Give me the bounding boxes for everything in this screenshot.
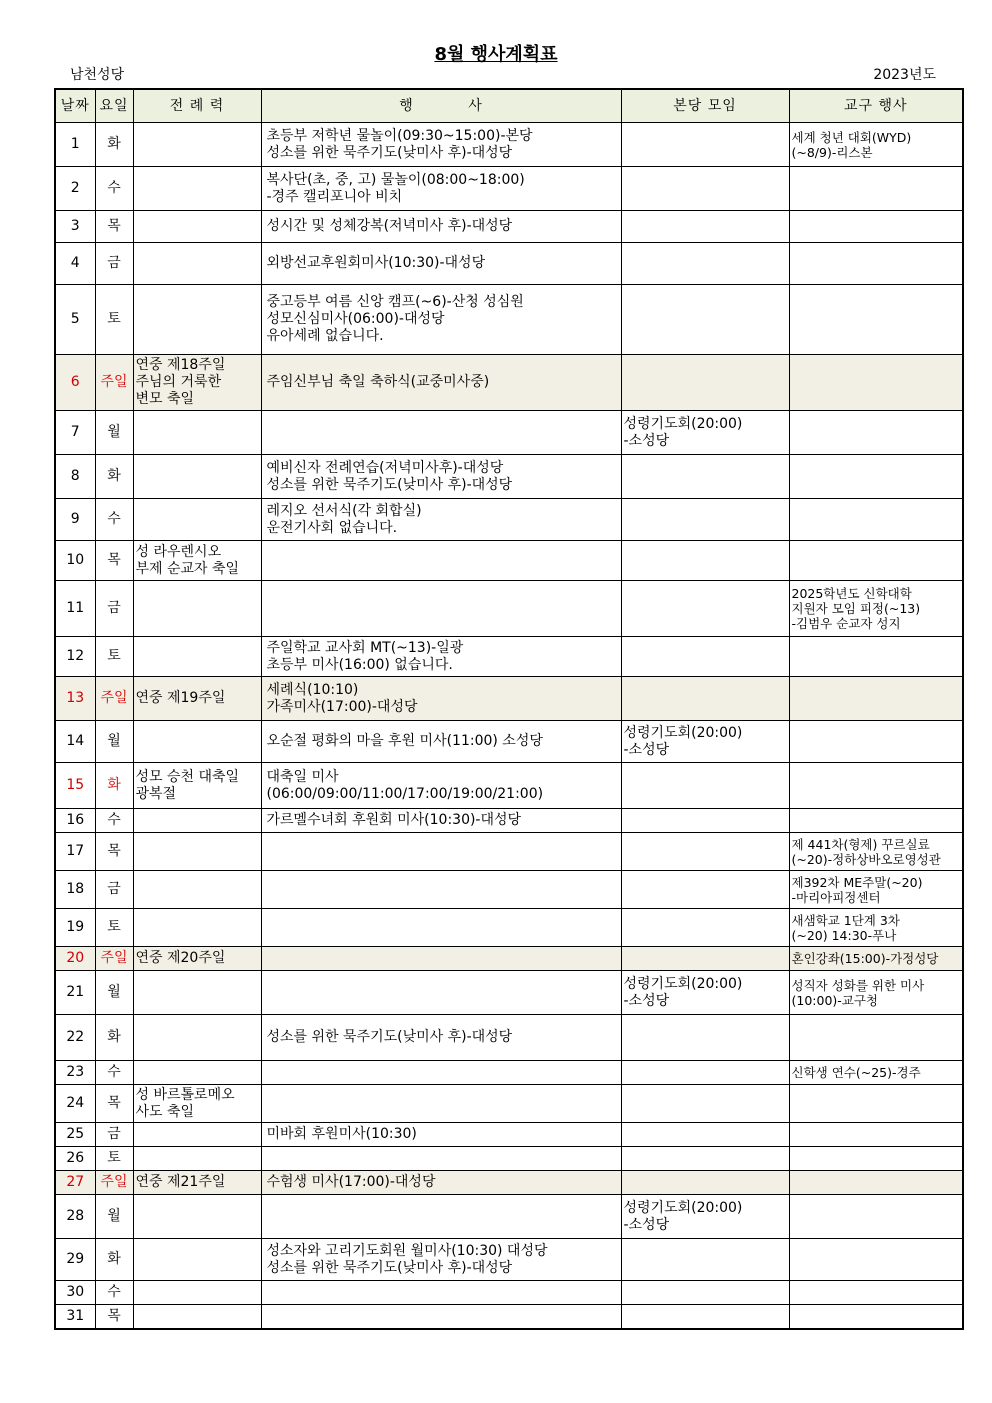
table-row — [55, 167, 963, 211]
cell-event — [261, 1195, 621, 1239]
cell-liturgy — [133, 833, 261, 871]
cell-date: 13 — [55, 677, 95, 721]
cell-main-meeting — [621, 1015, 789, 1061]
cell-main-meeting — [621, 1085, 789, 1123]
cell-day: 목 — [95, 1085, 133, 1123]
cell-day: 토 — [95, 285, 133, 355]
table-row — [55, 355, 963, 411]
cell-main-meeting — [621, 1171, 789, 1195]
cell-main-meeting — [621, 541, 789, 581]
cell-main-meeting — [621, 947, 789, 971]
cell-diocese-event — [789, 1305, 963, 1329]
cell-date: 31 — [55, 1305, 95, 1329]
cell-date: 14 — [55, 721, 95, 763]
cell-diocese-event — [789, 1195, 963, 1239]
cell-date: 7 — [55, 411, 95, 455]
table-row — [55, 947, 963, 971]
cell-event — [261, 1061, 621, 1085]
cell-liturgy — [133, 1147, 261, 1171]
cell-event — [261, 871, 621, 909]
cell-main-meeting — [621, 637, 789, 677]
table-row — [55, 1195, 963, 1239]
cell-day: 화 — [95, 763, 133, 809]
cell-event: 성소자와 고리기도회원 월미사(10:30) 대성당 성소를 위한 묵주기도(낮미사 후)-대성당 — [261, 1239, 621, 1281]
cell-day: 금 — [95, 243, 133, 285]
cell-date: 3 — [55, 211, 95, 243]
cell-diocese-event: 새샘학교 1단계 3차 (~20) 14:30-푸나 — [789, 909, 963, 947]
cell-diocese-event: 신학생 연수(~25)-경주 — [789, 1061, 963, 1085]
table-row — [55, 1281, 963, 1305]
cell-event: 수험생 미사(17:00)-대성당 — [261, 1171, 621, 1195]
table-row — [55, 1015, 963, 1061]
cell-main-meeting: 성령기도회(20:00) -소성당 — [621, 971, 789, 1015]
cell-diocese-event — [789, 1171, 963, 1195]
cell-date: 25 — [55, 1123, 95, 1147]
cell-day: 주일 — [95, 1171, 133, 1195]
table-row — [55, 833, 963, 871]
cell-diocese-event: 성직자 성화를 위한 미사 (10:00)-교구청 — [789, 971, 963, 1015]
table-row — [55, 211, 963, 243]
cell-main-meeting — [621, 211, 789, 243]
cell-main-meeting: 성령기도회(20:00) -소성당 — [621, 1195, 789, 1239]
cell-date: 23 — [55, 1061, 95, 1085]
cell-event — [261, 909, 621, 947]
cell-event: 주임신부님 축일 축하식(교중미사중) — [261, 355, 621, 411]
header-main-meeting: 본당 모임 — [621, 89, 789, 123]
cell-date: 27 — [55, 1171, 95, 1195]
cell-event: 성소를 위한 묵주기도(낮미사 후)-대성당 — [261, 1015, 621, 1061]
cell-day: 화 — [95, 455, 133, 499]
cell-diocese-event — [789, 499, 963, 541]
cell-event: 세례식(10:10) 가족미사(17:00)-대성당 — [261, 677, 621, 721]
cell-main-meeting — [621, 285, 789, 355]
cell-liturgy — [133, 809, 261, 833]
cell-date: 15 — [55, 763, 95, 809]
cell-date: 28 — [55, 1195, 95, 1239]
table-row — [55, 499, 963, 541]
cell-liturgy — [133, 167, 261, 211]
cell-liturgy — [133, 455, 261, 499]
table-row — [55, 581, 963, 637]
cell-main-meeting — [621, 499, 789, 541]
cell-diocese-event — [789, 1239, 963, 1281]
cell-event — [261, 833, 621, 871]
cell-diocese-event — [789, 1147, 963, 1171]
cell-event: 레지오 선서식(각 회합실) 운전기사회 없습니다. — [261, 499, 621, 541]
cell-date: 4 — [55, 243, 95, 285]
cell-event — [261, 971, 621, 1015]
cell-day: 금 — [95, 581, 133, 637]
cell-date: 12 — [55, 637, 95, 677]
cell-liturgy: 연중 제19주일 — [133, 677, 261, 721]
cell-diocese-event — [789, 1281, 963, 1305]
header-row — [55, 89, 963, 123]
cell-day: 목 — [95, 833, 133, 871]
parish-name: 남천성당 — [70, 67, 125, 83]
cell-diocese-event — [789, 1015, 963, 1061]
cell-diocese-event — [789, 411, 963, 455]
cell-liturgy: 연중 제20주일 — [133, 947, 261, 971]
cell-diocese-event: 세계 청년 대회(WYD) (~8/9)-리스본 — [789, 123, 963, 167]
cell-main-meeting — [621, 763, 789, 809]
cell-date: 21 — [55, 971, 95, 1015]
schedule-table — [54, 88, 964, 1330]
cell-event: 가르멜수녀회 후원회 미사(10:30)-대성당 — [261, 809, 621, 833]
header-liturgy: 전 례 력 — [133, 89, 261, 123]
cell-main-meeting — [621, 455, 789, 499]
cell-main-meeting: 성령기도회(20:00) -소성당 — [621, 721, 789, 763]
cell-main-meeting — [621, 1305, 789, 1329]
cell-date: 2 — [55, 167, 95, 211]
cell-day: 목 — [95, 1305, 133, 1329]
table-row — [55, 243, 963, 285]
cell-diocese-event — [789, 1123, 963, 1147]
cell-date: 26 — [55, 1147, 95, 1171]
page-title: 8월 행사계획표 — [434, 44, 558, 65]
header-day: 요일 — [95, 89, 133, 123]
cell-date: 6 — [55, 355, 95, 411]
cell-diocese-event — [789, 1085, 963, 1123]
cell-event — [261, 581, 621, 637]
cell-diocese-event — [789, 763, 963, 809]
cell-main-meeting — [621, 243, 789, 285]
header-date: 날짜 — [55, 89, 95, 123]
cell-event — [261, 1305, 621, 1329]
table-row — [55, 909, 963, 947]
cell-day: 수 — [95, 1061, 133, 1085]
table-row — [55, 871, 963, 909]
cell-liturgy — [133, 581, 261, 637]
cell-main-meeting — [621, 1123, 789, 1147]
cell-date: 24 — [55, 1085, 95, 1123]
cell-date: 10 — [55, 541, 95, 581]
table-row — [55, 1305, 963, 1329]
cell-liturgy — [133, 1281, 261, 1305]
cell-date: 11 — [55, 581, 95, 637]
cell-main-meeting — [621, 909, 789, 947]
cell-main-meeting — [621, 677, 789, 721]
cell-day: 토 — [95, 909, 133, 947]
cell-liturgy: 연중 제21주일 — [133, 1171, 261, 1195]
cell-diocese-event — [789, 285, 963, 355]
cell-date: 22 — [55, 1015, 95, 1061]
header-event: 행 사 — [261, 89, 621, 123]
cell-event: 오순절 평화의 마을 후원 미사(11:00) 소성당 — [261, 721, 621, 763]
cell-event: 미바회 후원미사(10:30) — [261, 1123, 621, 1147]
cell-day: 주일 — [95, 355, 133, 411]
cell-event — [261, 411, 621, 455]
cell-diocese-event — [789, 211, 963, 243]
cell-diocese-event: 2025학년도 신학대학 지원자 모임 피정(~13) -김범우 순교자 성지 — [789, 581, 963, 637]
cell-event: 중고등부 여름 신앙 캠프(~6)-산청 성심원 성모신심미사(06:00)-대성당 유아세례 없습니다. — [261, 285, 621, 355]
cell-main-meeting — [621, 167, 789, 211]
cell-liturgy — [133, 499, 261, 541]
cell-main-meeting: 성령기도회(20:00) -소성당 — [621, 411, 789, 455]
cell-liturgy — [133, 1015, 261, 1061]
header-diocese-event: 교구 행사 — [789, 89, 963, 123]
cell-event — [261, 947, 621, 971]
cell-event: 대축일 미사 (06:00/09:00/11:00/17:00/19:00/21:00) — [261, 763, 621, 809]
cell-date: 20 — [55, 947, 95, 971]
cell-date: 30 — [55, 1281, 95, 1305]
cell-event — [261, 541, 621, 581]
cell-event: 주일학교 교사회 MT(~13)-일광 초등부 미사(16:00) 없습니다. — [261, 637, 621, 677]
cell-main-meeting — [621, 1239, 789, 1281]
cell-date: 8 — [55, 455, 95, 499]
cell-date: 17 — [55, 833, 95, 871]
cell-day: 월 — [95, 971, 133, 1015]
cell-event: 성시간 및 성체강복(저녁미사 후)-대성당 — [261, 211, 621, 243]
cell-date: 9 — [55, 499, 95, 541]
cell-day: 금 — [95, 871, 133, 909]
cell-liturgy — [133, 211, 261, 243]
cell-day: 주일 — [95, 947, 133, 971]
cell-date: 18 — [55, 871, 95, 909]
table-row — [55, 637, 963, 677]
table-row — [55, 1123, 963, 1147]
cell-day: 토 — [95, 637, 133, 677]
table-row — [55, 809, 963, 833]
table-row — [55, 411, 963, 455]
cell-main-meeting — [621, 355, 789, 411]
cell-day: 화 — [95, 1015, 133, 1061]
cell-diocese-event — [789, 355, 963, 411]
cell-day: 화 — [95, 123, 133, 167]
cell-diocese-event — [789, 541, 963, 581]
cell-event — [261, 1147, 621, 1171]
cell-main-meeting — [621, 1281, 789, 1305]
cell-event: 외방선교후원회미사(10:30)-대성당 — [261, 243, 621, 285]
cell-liturgy — [133, 871, 261, 909]
cell-day: 수 — [95, 167, 133, 211]
table-row — [55, 455, 963, 499]
cell-main-meeting — [621, 123, 789, 167]
cell-main-meeting — [621, 1147, 789, 1171]
cell-main-meeting — [621, 581, 789, 637]
table-row — [55, 1085, 963, 1123]
table-row — [55, 721, 963, 763]
cell-day: 월 — [95, 1195, 133, 1239]
cell-event: 예비신자 전례연습(저녁미사후)-대성당 성소를 위한 묵주기도(낮미사 후)-대성당 — [261, 455, 621, 499]
cell-event — [261, 1085, 621, 1123]
cell-liturgy — [133, 243, 261, 285]
table-row — [55, 677, 963, 721]
cell-date: 29 — [55, 1239, 95, 1281]
cell-day: 수 — [95, 1281, 133, 1305]
table-row — [55, 1239, 963, 1281]
cell-liturgy — [133, 637, 261, 677]
table-row — [55, 123, 963, 167]
cell-diocese-event: 제 441차(형제) 꾸르실료 (~20)-정하상바오로영성관 — [789, 833, 963, 871]
cell-diocese-event — [789, 637, 963, 677]
cell-day: 화 — [95, 1239, 133, 1281]
table-row — [55, 285, 963, 355]
cell-diocese-event — [789, 809, 963, 833]
cell-date: 19 — [55, 909, 95, 947]
cell-diocese-event — [789, 243, 963, 285]
cell-day: 월 — [95, 411, 133, 455]
table-row — [55, 1061, 963, 1085]
cell-main-meeting — [621, 833, 789, 871]
cell-day: 월 — [95, 721, 133, 763]
cell-liturgy — [133, 123, 261, 167]
cell-liturgy — [133, 721, 261, 763]
cell-day: 수 — [95, 499, 133, 541]
cell-liturgy: 연중 제18주일 주님의 거룩한 변모 축일 — [133, 355, 261, 411]
table-row — [55, 1147, 963, 1171]
cell-date: 5 — [55, 285, 95, 355]
cell-day: 목 — [95, 541, 133, 581]
cell-event: 초등부 저학년 물놀이(09:30~15:00)-본당 성소를 위한 묵주기도(낮미사 후)-대성당 — [261, 123, 621, 167]
cell-main-meeting — [621, 809, 789, 833]
cell-liturgy: 성 라우렌시오 부제 순교자 축일 — [133, 541, 261, 581]
cell-liturgy — [133, 285, 261, 355]
cell-liturgy — [133, 1305, 261, 1329]
cell-day: 목 — [95, 211, 133, 243]
cell-diocese-event — [789, 455, 963, 499]
cell-event: 복사단(초, 중, 고) 물놀이(08:00~18:00) -경주 캘리포니아 비치 — [261, 167, 621, 211]
cell-liturgy: 성모 승천 대축일 광복절 — [133, 763, 261, 809]
table-row — [55, 971, 963, 1015]
table-row — [55, 541, 963, 581]
cell-liturgy — [133, 1061, 261, 1085]
cell-liturgy — [133, 411, 261, 455]
cell-diocese-event: 혼인강좌(15:00)-가정성당 — [789, 947, 963, 971]
cell-liturgy — [133, 971, 261, 1015]
cell-date: 16 — [55, 809, 95, 833]
cell-liturgy — [133, 909, 261, 947]
table-row — [55, 763, 963, 809]
cell-diocese-event — [789, 721, 963, 763]
cell-date: 1 — [55, 123, 95, 167]
cell-main-meeting — [621, 871, 789, 909]
cell-diocese-event: 제392차 ME주말(~20) -마리아피정센터 — [789, 871, 963, 909]
cell-day: 수 — [95, 809, 133, 833]
cell-day: 금 — [95, 1123, 133, 1147]
year-label: 2023년도 — [873, 67, 936, 83]
cell-event — [261, 1281, 621, 1305]
cell-liturgy: 성 바르톨로메오 사도 축일 — [133, 1085, 261, 1123]
cell-diocese-event — [789, 167, 963, 211]
cell-liturgy — [133, 1195, 261, 1239]
table-row — [55, 1171, 963, 1195]
cell-liturgy — [133, 1123, 261, 1147]
cell-liturgy — [133, 1239, 261, 1281]
cell-day: 토 — [95, 1147, 133, 1171]
cell-day: 주일 — [95, 677, 133, 721]
cell-main-meeting — [621, 1061, 789, 1085]
cell-diocese-event — [789, 677, 963, 721]
